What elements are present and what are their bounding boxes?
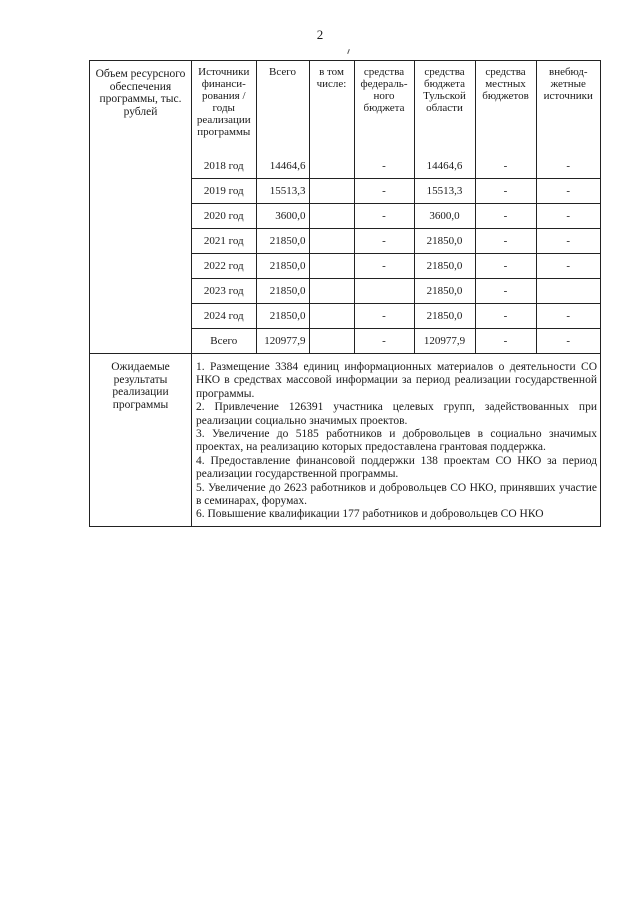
funding-row (192, 329, 600, 354)
total-cell: 21850,0 (256, 254, 309, 279)
extra-cell: - (536, 329, 600, 354)
funding-row (192, 229, 600, 254)
header-local: средства местных бюджетов (475, 61, 536, 154)
year-cell: 2024 год (192, 304, 256, 329)
including-cell (309, 204, 354, 229)
header-federal: средства федераль-ного бюджета (354, 61, 414, 154)
year-cell: Всего (192, 329, 256, 354)
extra-cell: - (536, 304, 600, 329)
local-cell: - (475, 329, 536, 354)
including-cell (309, 304, 354, 329)
including-cell (309, 179, 354, 204)
results-label: Ожидаемые результаты реализации программы (90, 354, 192, 527)
total-cell: 3600,0 (256, 204, 309, 229)
federal-cell (354, 279, 414, 304)
funding-row (192, 279, 600, 304)
total-cell: 21850,0 (256, 304, 309, 329)
pen-mark (347, 49, 350, 54)
year-cell: 2020 год (192, 204, 256, 229)
result-item: 1. Размещение 3384 единиц информационных материалов о деятельности СО НКО в средствах массовой информации за период реализации государственной программы. (196, 361, 597, 400)
including-cell (309, 154, 354, 179)
header-including: в том числе: (309, 61, 354, 154)
including-cell (309, 254, 354, 279)
funding-row (192, 304, 600, 329)
year-cell: 2021 год (192, 229, 256, 254)
extra-cell: - (536, 254, 600, 279)
program-passport-table (89, 60, 601, 527)
result-item: 5. Увеличение до 2623 работников и добровольцев СО НКО, принявших участие в семинарах, форумах. (196, 481, 597, 508)
federal-cell: - (354, 229, 414, 254)
resource-cell (192, 61, 601, 354)
local-cell: - (475, 204, 536, 229)
local-cell: - (475, 154, 536, 179)
extra-cell: - (536, 229, 600, 254)
total-cell: 21850,0 (256, 229, 309, 254)
header-sources: Источники финанси-рования /годы реализации программы (192, 61, 256, 154)
federal-cell: - (354, 329, 414, 354)
year-cell: 2022 год (192, 254, 256, 279)
funding-row (192, 204, 600, 229)
federal-cell: - (354, 254, 414, 279)
federal-cell: - (354, 179, 414, 204)
local-cell: - (475, 279, 536, 304)
total-cell: 15513,3 (256, 179, 309, 204)
including-cell (309, 329, 354, 354)
funding-row (192, 179, 600, 204)
total-cell: 14464,6 (256, 154, 309, 179)
results-cell (192, 354, 601, 527)
regional-cell: 21850,0 (414, 279, 475, 304)
extra-cell: - (536, 154, 600, 179)
regional-cell: 21850,0 (414, 254, 475, 279)
federal-cell: - (354, 204, 414, 229)
result-item: 6. Повышение квалификации 177 работников и добровольцев СО НКО (196, 508, 544, 521)
year-cell: 2023 год (192, 279, 256, 304)
total-cell: 21850,0 (256, 279, 309, 304)
year-cell: 2019 год (192, 179, 256, 204)
federal-cell: - (354, 304, 414, 329)
funding-row (192, 154, 600, 179)
page-number: 2 (316, 27, 324, 42)
header-regional: средства бюджета Тульской области (414, 61, 475, 154)
regional-cell: 21850,0 (414, 229, 475, 254)
year-cell: 2018 год (192, 154, 256, 179)
result-item: 2. Привлечение 126391 участника целевых групп, задействованных при реализации социально значимых проектов. (196, 401, 597, 427)
resource-label: Объем ресурсного обеспечения программы, тыс. рублей (90, 61, 192, 354)
extra-cell (536, 279, 600, 304)
federal-cell: - (354, 154, 414, 179)
funding-table (192, 61, 600, 353)
including-cell (309, 279, 354, 304)
result-item: 4. Предоставление финансовой поддержки 138 проектам СО НКО за период реализации государственной программы. (196, 454, 597, 481)
local-cell: - (475, 229, 536, 254)
regional-cell: 21850,0 (414, 304, 475, 329)
header-extra: внебюд-жетные источники (536, 61, 600, 154)
funding-header-row (192, 61, 600, 154)
including-cell (309, 229, 354, 254)
extra-cell: - (536, 179, 600, 204)
result-item: 3. Увеличение до 5185 работников и добровольцев в социально значимых проектах, на реализацию которых предоставлена грантовая поддержка. (196, 428, 597, 454)
header-total: Всего (256, 61, 309, 154)
regional-cell: 14464,6 (414, 154, 475, 179)
regional-cell: 3600,0 (414, 204, 475, 229)
local-cell: - (475, 179, 536, 204)
total-cell: 120977,9 (256, 329, 309, 354)
local-cell: - (475, 254, 536, 279)
local-cell: - (475, 304, 536, 329)
extra-cell: - (536, 204, 600, 229)
regional-cell: 120977,9 (414, 329, 475, 354)
funding-row (192, 254, 600, 279)
regional-cell: 15513,3 (414, 179, 475, 204)
